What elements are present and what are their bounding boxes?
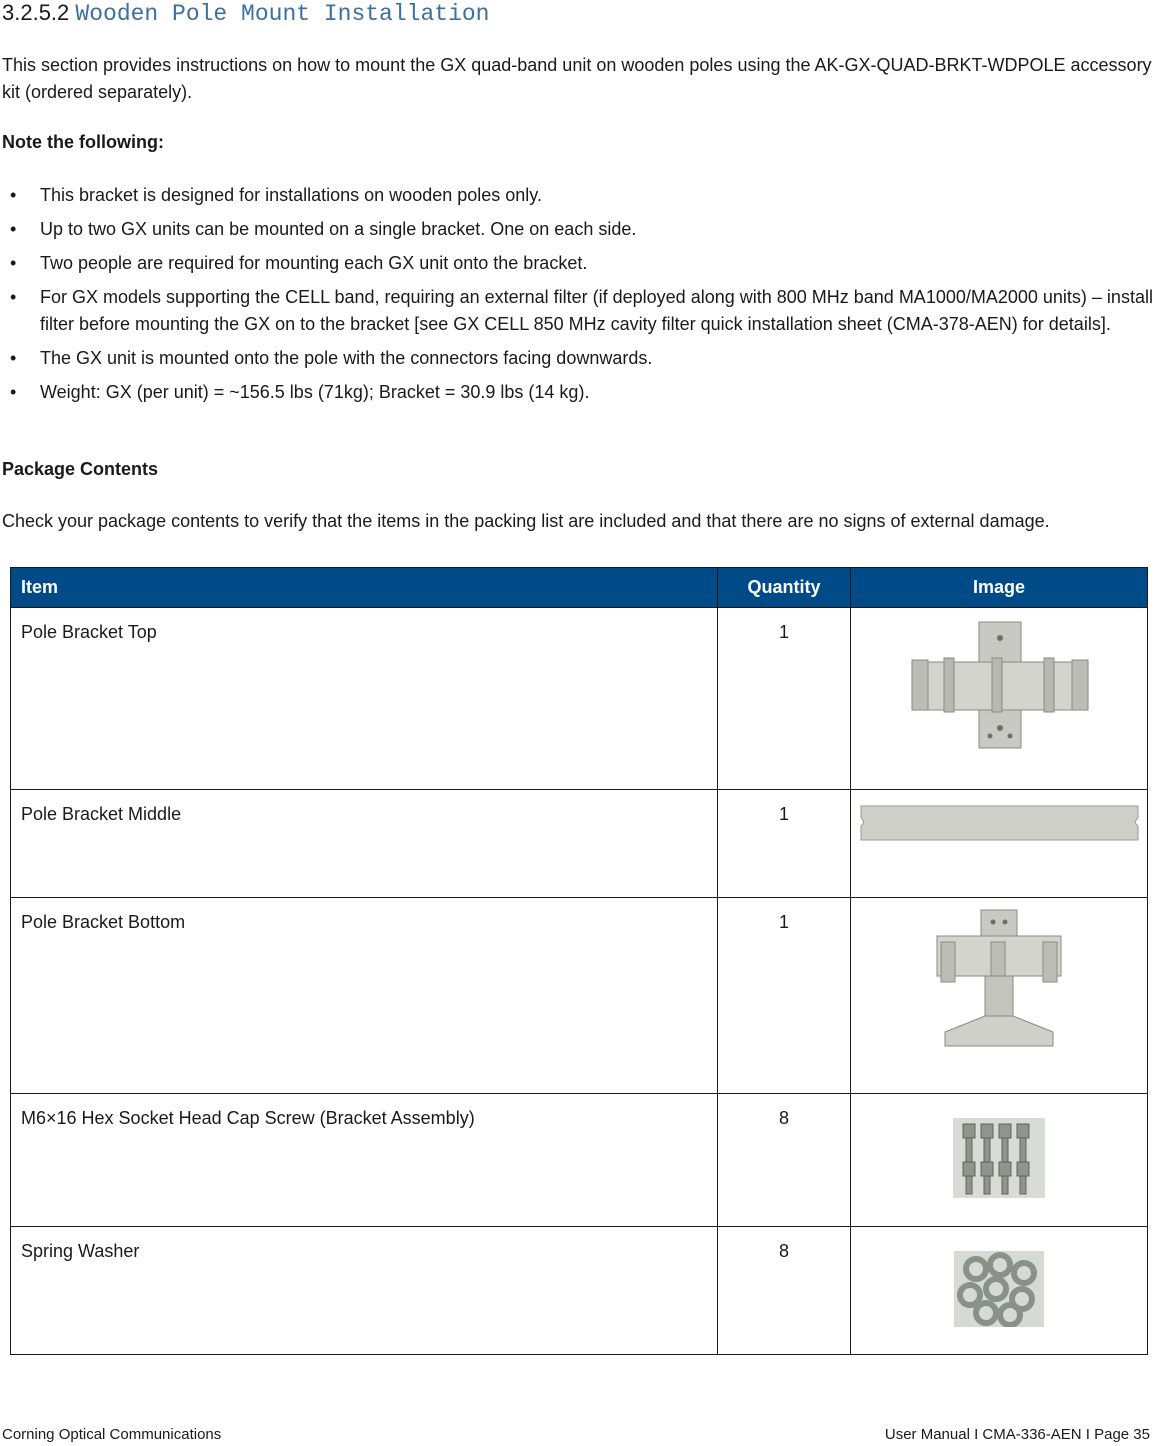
table-row: [11, 608, 1148, 790]
quantity-cell: 8: [718, 1094, 851, 1227]
list-item: • Two people are required for mounting each GX unit onto the bracket.: [10, 253, 588, 273]
pole-bracket-middle-image: [857, 798, 1142, 848]
pole-bracket-top-image: [904, 616, 1094, 756]
list-item: • Weight: GX (per unit) = ~156.5 lbs (71kg); Bracket = 30.9 lbs (14 kg).: [10, 382, 590, 402]
column-header-image: Image: [851, 568, 1148, 608]
image-cell: [851, 1227, 1148, 1355]
washers-image: [954, 1251, 1044, 1327]
list-item: • For GX models supporting the CELL band, requiring an external filter (if deployed along with 800 MHz band MA1000/MA2000 units) – install filter before mounting the GX on to the bracket [see GX CELL 850 MHz cavity filter quick installation sheet (CMA-378-AEN) for details].: [10, 287, 1153, 334]
item-cell: Pole Bracket Top: [11, 608, 718, 790]
list-item: • The GX unit is mounted onto the pole with the connectors facing downwards.: [10, 348, 653, 368]
section-number: 3.2.5.2: [2, 0, 70, 25]
image-cell: [851, 898, 1148, 1094]
column-header-quantity: Quantity: [718, 568, 851, 608]
section-title: Wooden Pole Mount Installation: [75, 1, 490, 27]
list-item: • Up to two GX units can be mounted on a single bracket. One on each side.: [10, 219, 637, 239]
notes-list: [0, 182, 1156, 413]
image-cell: [851, 790, 1148, 898]
quantity-cell: 1: [718, 608, 851, 790]
table-row: [11, 1227, 1148, 1355]
package-contents-table: [10, 567, 1148, 1355]
quantity-cell: 1: [718, 790, 851, 898]
item-cell: M6×16 Hex Socket Head Cap Screw (Bracket Assembly): [11, 1094, 718, 1227]
list-item: • This bracket is designed for installations on wooden poles only.: [10, 185, 542, 205]
table-header-row: [11, 568, 1148, 608]
quantity-cell: 1: [718, 898, 851, 1094]
table-row: [11, 898, 1148, 1094]
pole-bracket-bottom-image: [929, 906, 1069, 1056]
screws-image: [953, 1118, 1045, 1198]
intro-paragraph: This section provides instructions on how to mount the GX quad-band unit on wooden poles using the AK-GX-QUAD-BRKT-WDPOLE accessory kit (ordered separately).: [2, 55, 1152, 102]
note-heading: Note the following:: [2, 132, 164, 152]
section-heading: [2, 0, 489, 27]
table-row: [11, 1094, 1148, 1227]
table-row: [11, 790, 1148, 898]
package-heading: Package Contents: [2, 459, 159, 479]
image-cell: [851, 608, 1148, 790]
footer-right: User Manual I CMA-336-AEN I Page 35: [884, 1426, 1150, 1443]
item-cell: Spring Washer: [11, 1227, 718, 1355]
column-header-item: Item: [11, 568, 718, 608]
package-paragraph: Check your package contents to verify that the items in the packing list are included and that there are no signs of external damage.: [2, 511, 1050, 531]
image-cell: [851, 1094, 1148, 1227]
item-cell: Pole Bracket Middle: [11, 790, 718, 898]
footer-left: Corning Optical Communications: [2, 1426, 222, 1443]
item-cell: Pole Bracket Bottom: [11, 898, 718, 1094]
quantity-cell: 8: [718, 1227, 851, 1355]
